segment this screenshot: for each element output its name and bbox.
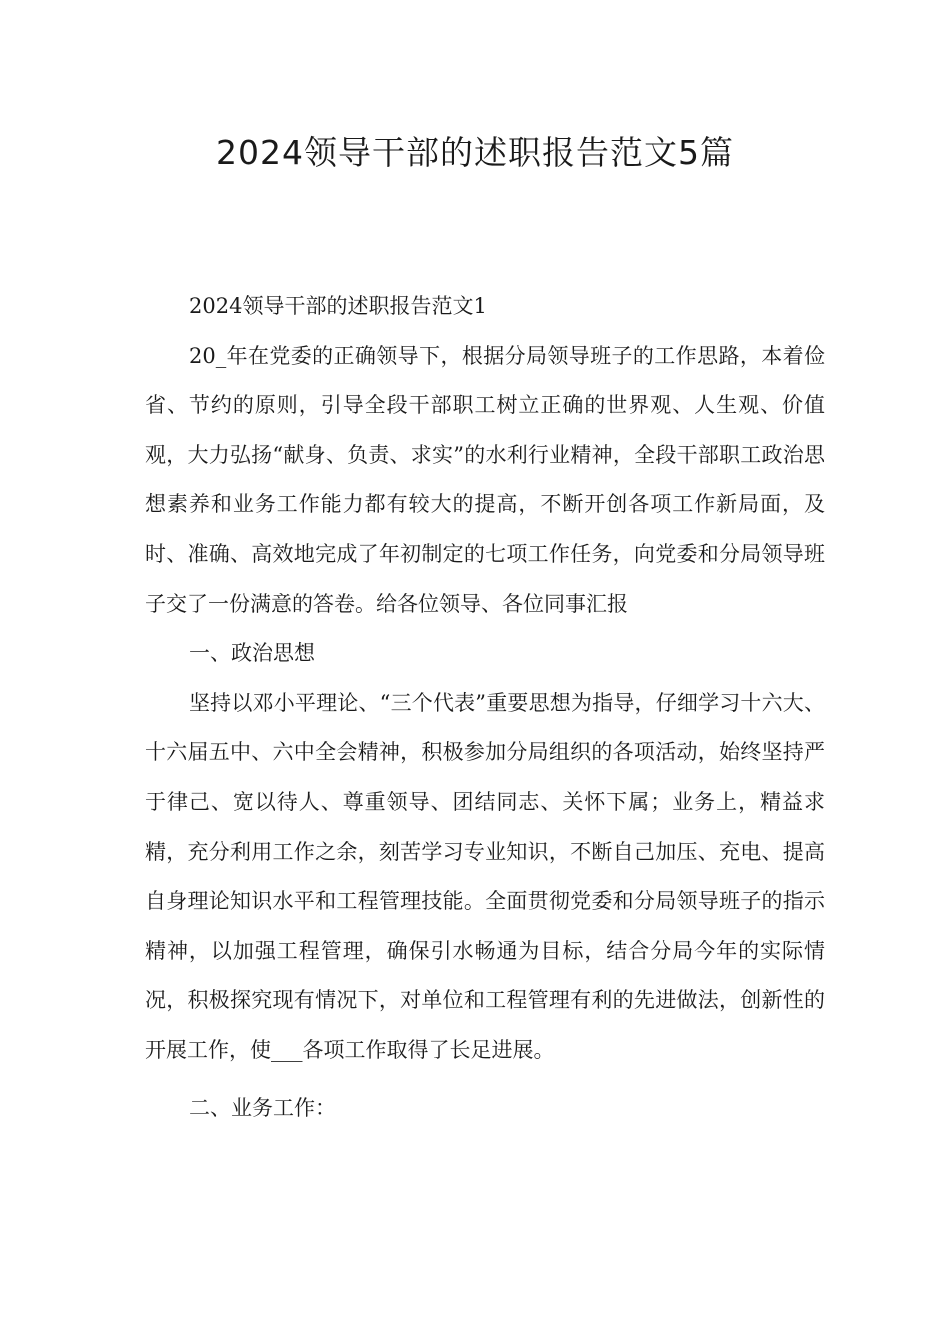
document-body	[145, 282, 825, 1133]
section-heading-politics: 一、政治思想	[189, 641, 315, 666]
report-subtitle: 2024领导干部的述职报告范文1	[189, 294, 487, 318]
paragraph-gap	[145, 1076, 825, 1084]
section-heading-business: 二、业务工作：	[189, 1095, 336, 1120]
document-title: 2024领导干部的述职报告范文5篇	[216, 133, 734, 172]
politics-paragraph: 坚持以邓小平理论、“三个代表”重要思想为指导，仔细学习十六大、十六届五中、六中全会精神，积极参加分局组织的各项活动，始终坚持严于律己、宽以待人、尊重领导、团结同志、关怀下属；业务上，精益求精，充分利用工作之余，刻苦学习专业知识，不断自己加压、充电、提高自身理论知识水平和工程管理技能。全面贯彻党委和分局领导班子的指示精神，以加强工程管理，确保引水畅通为目标，结合分局今年的实际情况，积极探究现有情况下，对单位和工程管理有利的先进做法，创新性的开展工作，使___各项工作取得了长足进展。	[145, 690, 825, 1062]
intro-paragraph: 20_年在党委的正确领导下，根据分局领导班子的工作思路，本着俭省、节约的原则，引导全段干部职工树立正确的世界观、人生观、价值观，大力弘扬“献身、负责、求实”的水利行业精神，全段干部职工政治思想素养和业务工作能力都有较大的提高，不断开创各项工作新局面，及时、准确、高效地完成了年初制定的七项工作任务，向党委和分局领导班子交了一份满意的答卷。给各位领导、各位同事汇报	[145, 343, 825, 616]
